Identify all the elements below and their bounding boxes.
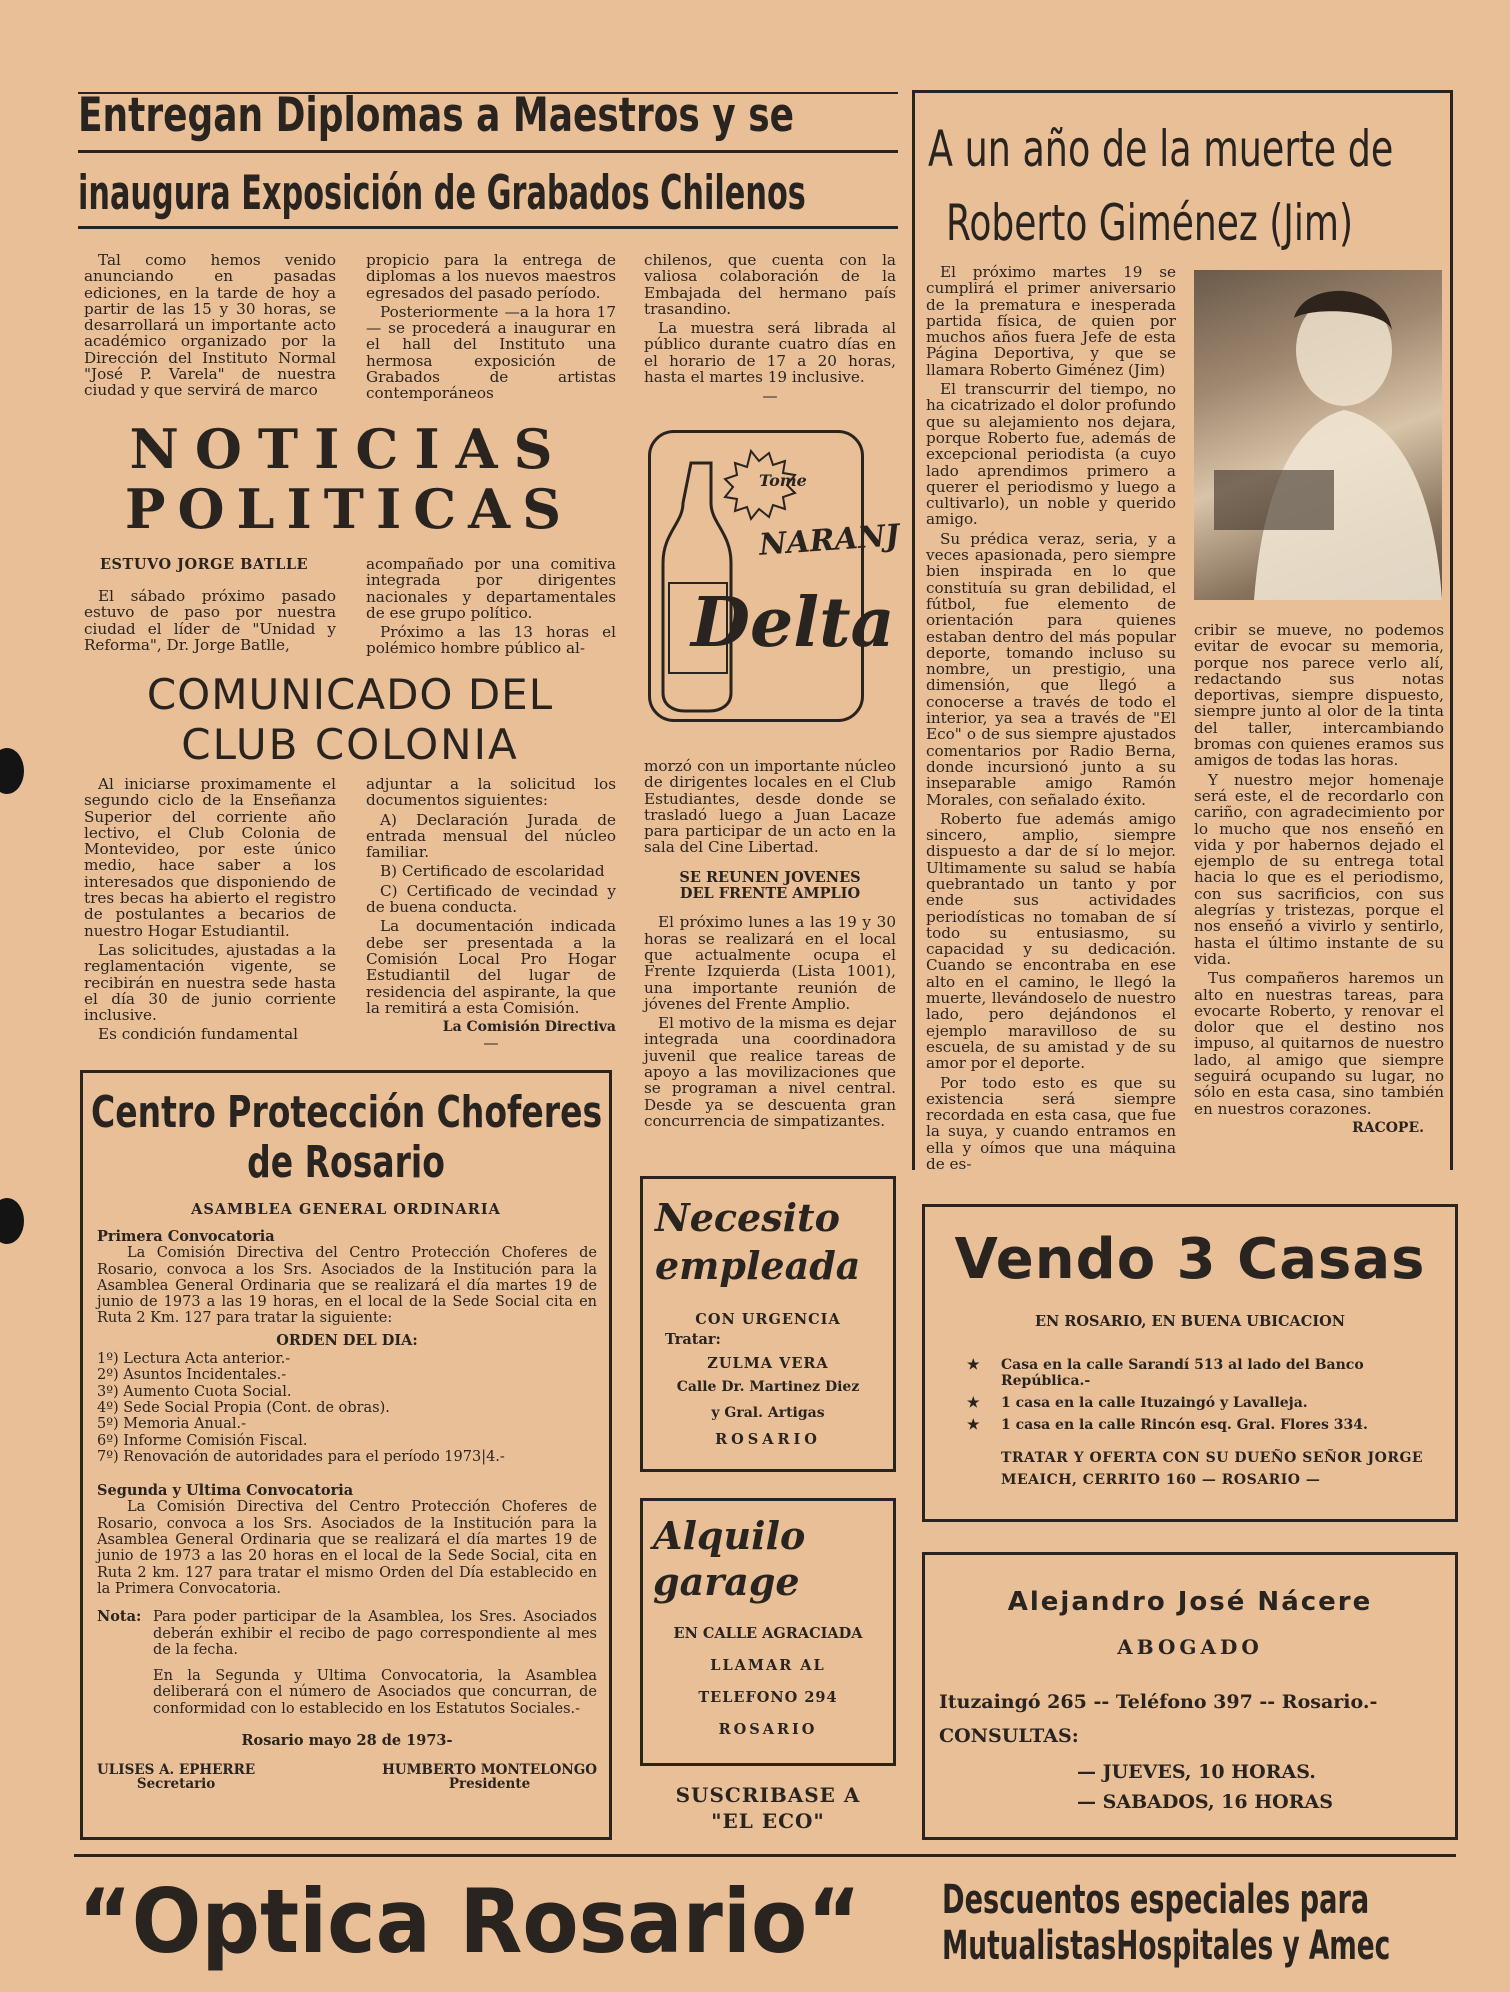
ad-text: y Gral. Artigas — [711, 1405, 825, 1421]
paragraph: El próximo lunes a las 19 y 30 horas se realizará en el local que actualmente ocupa el Frente Izquierda (Lista 1001), una importante reunión de jóvenes del Frente Amplio. — [644, 913, 896, 1013]
ad-footer: TRATAR Y OFERTA CON SU DUEÑO SEÑOR JORGE MEAICH, CERRITO 160 — ROSARIO — — [1001, 1450, 1424, 1488]
paragraph: morzó con un importante núcleo de dirigentes locales en el Club Estudiantes, desde donde se trasladó luego a Juan Lacaze para participar de un acto en la sala del Cine Libertad. — [644, 757, 896, 857]
comunicado-col-1 — [84, 776, 336, 1046]
paragraph: Es condición fundamental — [98, 1025, 298, 1044]
optica-tagline-1: Descuentos especiales para — [942, 1877, 1370, 1923]
choferes-body — [97, 1229, 597, 1791]
ad-text: ROSARIO — [715, 1431, 821, 1448]
signature: La Comisión Directiva — [442, 1019, 616, 1036]
jim-col-2 — [1194, 622, 1444, 1136]
paragraph: La Comisión Directiva del Centro Protección Choferes de Rosario, convoca a los Srs. Asociados de la Institución para la Asamblea General Ordinaria que se realizará el día martes 19 de junio de 1973 a las 19 horas, en el local de la Sede Social cita en Ruta 2 Km. 127 para tratar la siguiente: — [97, 1245, 597, 1327]
list-item: 2º) Asuntos Incidentales.- — [97, 1367, 287, 1384]
ad-text: CON URGENCIA — [695, 1311, 841, 1328]
delta-ad — [648, 430, 901, 722]
lawyer-role: ABOGADO — [1117, 1635, 1263, 1659]
paragraph: acompañado por una comitiva integrada por dirigentes nacionales y departamentales de ese grupo político. — [366, 555, 616, 622]
choferes-notice — [80, 1070, 612, 1840]
headline-diplomas-1: Entregan Diplomas a Maestros y se — [78, 88, 795, 143]
rule — [912, 90, 1452, 93]
signature: RACOPE. — [1352, 1119, 1424, 1136]
jim-title-2: Roberto Giménez (Jim) — [946, 194, 1354, 252]
paragraph: Próximo a las 13 horas el polémico hombre público al- — [366, 623, 616, 658]
rule — [78, 150, 898, 153]
lawyer-name: Alejandro José Nácere — [1007, 1587, 1373, 1617]
paragraph: Tal como hemos venido anunciando en pasadas ediciones, en la tarde de hoy a partir de las 15 y 30 horas, se desarrollará un importante acto académico organizado por la Dirección del Instituto Normal "José P. Varela" de nuestra ciudad y que servirá de marco — [84, 251, 336, 400]
star-icon: ★ — [967, 1395, 980, 1411]
rule — [78, 226, 898, 229]
list-item: 4º) Sede Social Propia (Cont. de obras). — [97, 1399, 390, 1416]
paragraph: La muestra será librada al público durante cuatro días en el horario de 17 a 20 horas, hasta el martes 19 inclusive. — [644, 319, 896, 387]
noticias-subhead: ESTUVO JORGE BATLLE — [100, 556, 309, 573]
star-icon: ★ — [967, 1417, 980, 1433]
heading: Primera Convocatoria — [97, 1228, 275, 1245]
choferes-subtitle: ASAMBLEA GENERAL ORDINARIA — [191, 1201, 501, 1218]
star-icon: ★ — [967, 1357, 980, 1373]
noticias-title-1: NOTICIAS — [129, 417, 569, 481]
consultas-label: CONSULTAS: — [939, 1725, 1079, 1747]
comunicado-col-2 — [366, 776, 616, 1052]
paragraph: adjuntar a la solicitud los documentos siguientes: — [366, 775, 616, 810]
signature-name: ULISES A. EPHERRE — [97, 1762, 256, 1779]
paragraph: El motivo de la misma es dejar integrada una coordinadora juvenil que realice tareas de apoyo a las movilizaciones que se programan a nivel central. Desde ya se descuenta gran concurrencia de simpatizantes. — [644, 1014, 896, 1130]
casas-ad — [922, 1204, 1458, 1522]
ad-title: Alquilo — [653, 1513, 806, 1558]
ad-title: Necesito — [655, 1195, 840, 1240]
list-item: 7º) Renovación de autoridades para el período 1973|4.- — [97, 1448, 505, 1465]
ad-text: ZULMA VERA — [707, 1355, 829, 1372]
rule — [1450, 90, 1453, 1170]
paragraph: Roberto fue además amigo sincero, amplio, siempre dispuesto a dar de sí lo mejor. Ultimamente su salud se había quebrantado un tanto y por ende sus actividades periodísticas no tomaban de sí todo su entusiasmo, su capacidad y su dedicación. Cuando se encontraba en ese alto en el camino, le llegó la muerte, llevándoselo de nuestro lado, pero dejándonos el ejemplo maravilloso de su escuela, de su amistad y de su amor por el deporte. — [926, 809, 1176, 1073]
signature-name: HUMBERTO MONTELONGO — [382, 1762, 597, 1779]
rule — [74, 1854, 1456, 1857]
end-mark: — — [762, 387, 778, 406]
choferes-title-1: Centro Protección Choferes — [91, 1087, 603, 1138]
list-item: 6º) Informe Comisión Fiscal. — [97, 1432, 308, 1449]
jim-col-1 — [926, 264, 1176, 1175]
ad-text: EN CALLE AGRACIADA — [673, 1625, 863, 1642]
date: Rosario mayo 28 de 1973- — [241, 1732, 453, 1750]
abogado-ad — [922, 1552, 1458, 1840]
heading: ORDEN DEL DIA: — [276, 1331, 418, 1349]
paragraph: Por todo esto es que su existencia será siempre recordada en esta casa, que fue la suya, y cuando entramos en ella y oímos que una máquina de es- — [926, 1073, 1176, 1174]
optica-title: “Optica Rosario“ — [78, 1870, 861, 1973]
bottle-icon — [651, 433, 861, 719]
paragraph: La documentación indicada debe ser presentada a la Comisión Local Pro Hogar Estudiantil del lugar de residencia del aspirante, la que la remitirá a esta Comisión. — [366, 917, 616, 1017]
list-item: 3º) Aumento Cuota Social. — [97, 1383, 292, 1400]
rule — [912, 90, 915, 1170]
comunicado-title-1: COMUNICADO DEL — [146, 670, 554, 719]
paragraph: Las solicitudes, ajustadas a la reglamentación vigente, se recibirán en nuestra sede hasta el día 30 de junio corriente inclusive. — [84, 940, 336, 1025]
optica-tagline-2: MutualistasHospitales y Amec — [942, 1923, 1391, 1969]
paragraph: Y nuestro mejor homenaje será este, el de recordarlo con cariño, con agradecimiento por lo mucho que nos enseñó en vida y por habernos dejado el ejemplo de su entrega total hacia lo que es el periodismo, con sus sacrificios, con sus alegrías y tristezas, porque el nos enseñó a vivirlo y sentirlo, hasta el último instante de su vida. — [1194, 770, 1444, 968]
jim-title-1: A un año de la muerte de — [928, 120, 1394, 178]
comunicado-title-2: CLUB COLONIA — [181, 720, 519, 769]
end-mark: — — [483, 1034, 499, 1053]
paragraph: cribir se mueve, no podemos evitar de evocar su memoria, porque nos parece verlo alí, redactando sus notas deportivas, siempre dispuesto, siempre junto al olor de la tinta del taller, intercambiando bromas con quienes eramos sus amigos de todas las horas. — [1194, 621, 1444, 770]
garage-ad — [640, 1498, 896, 1766]
noticias-title-2: POLITICAS — [124, 477, 574, 541]
list-item: C) Certificado de vecindad y de buena conducta. — [366, 881, 616, 917]
paragraph: El sábado próximo pasado estuvo de paso por nuestra ciudad el líder de "Unidad y Reforma", Dr. Jorge Batlle, — [84, 587, 336, 654]
portrait-photo-icon — [1194, 270, 1442, 600]
list-item: 5º) Memoria Anual.- — [97, 1416, 246, 1433]
ad-text: Tome — [759, 471, 807, 490]
noticias-col-1 — [84, 588, 336, 656]
paragraph: Su prédica veraz, seria, y a veces apasionada, pero siempre bien inspirada en lo que constituía su gran debilidad, el fútbol, fue elemento de orientación para quienes estaban dentro del más popular deporte, tomando incluso su nombre, un prestigio, una dimensión, que llegó a conocerse a través de todo el interior, ya sea a través de "El Eco" o de sus siempre ajustados comentarios por Radio Berna, donde incursionó junto a su inseparable amigo Ramón Morales, con señalado éxito. — [926, 529, 1176, 809]
ad-title: empleada — [655, 1243, 861, 1288]
ad-brand: Delta — [691, 583, 895, 663]
binder-hole — [0, 748, 24, 794]
paragraph: El próximo martes 19 se cumplirá el primer aniversario de la prematura e inesperada partida física, de quien por muchos años fuera Jefe de esta Página Deportiva, y que se llamara Roberto Giménez (Jim) — [926, 263, 1176, 379]
noticias-col-2 — [366, 556, 616, 660]
ad-text: ROSARIO — [718, 1721, 818, 1738]
ad-text: NARANJ — [757, 518, 901, 563]
ad-subtitle: EN ROSARIO, EN BUENA UBICACION — [1034, 1313, 1345, 1330]
suscribase-line: SUSCRIBASE A — [675, 1783, 861, 1807]
portrait-photo — [1194, 270, 1442, 600]
paragraph: En la Segunda y Ultima Convocatoria, la Asamblea deliberará con el número de Asociados que concurran, de conformidad con lo establecido en los Estatutos Sociales.- — [153, 1668, 597, 1717]
suscribase-notice — [640, 1782, 896, 1834]
list-item: Casa en la calle Sarandí 513 al lado del Banco República.- — [1001, 1357, 1364, 1389]
label: Nota: — [97, 1608, 142, 1626]
headline-diplomas-2: inaugura Exposición de Grabados Chilenos — [78, 166, 806, 221]
list-item: 1º) Lectura Acta anterior.- — [97, 1351, 291, 1368]
list-item: 1 casa en la calle Ituzaingó y Lavalleja. — [1001, 1395, 1308, 1411]
consultas-item: — JUEVES, 10 HORAS. — [1077, 1761, 1316, 1783]
list-item: 1 casa en la calle Rincón esq. Gral. Flores 334. — [1001, 1417, 1368, 1433]
ad-text: Calle Dr. Martinez Diez — [676, 1379, 860, 1395]
choferes-title-2: de Rosario — [247, 1137, 445, 1188]
diplomas-col-3 — [644, 252, 896, 405]
list-item: B) Certificado de escolaridad — [380, 862, 605, 881]
paragraph: Para poder participar de la Asamblea, los Sres. Asociados deberán exhibir el recibo de pago correspondiente al mes de la fecha. — [153, 1609, 597, 1658]
list-item: A) Declaración Jurada de entrada mensual del núcleo familiar. — [366, 810, 616, 862]
heading: Segunda y Ultima Convocatoria — [97, 1482, 354, 1500]
casas-list — [967, 1357, 1441, 1433]
suscribase-line: "EL ECO" — [711, 1809, 825, 1833]
ad-title: garage — [653, 1559, 800, 1604]
subhead: SE REUNEN JOVENES — [679, 868, 861, 886]
paragraph: propicio para la entrega de diplomas a los nuevos maestros egresados del pasado período. — [366, 251, 616, 302]
subhead: DEL FRENTE AMPLIO — [679, 885, 861, 903]
ad-text: TELEFONO 294 — [698, 1689, 838, 1706]
ad-text: Tratar: — [665, 1331, 721, 1348]
paragraph: El transcurrir del tiempo, no ha cicatrizado el dolor profundo que su alejamiento nos dejara, porque Roberto fue, además de excepcional periodista (a cuyo lado aprendimos primero a querer el periodismo y luego a cultivarlo), un noble y querido amigo. — [926, 380, 1176, 529]
lawyer-address: Ituzaingó 265 -- Teléfono 397 -- Rosario.- — [939, 1691, 1378, 1713]
diplomas-col-1 — [84, 252, 336, 402]
signature-role: Presidente — [448, 1776, 531, 1793]
consultas-item: — SABADOS, 16 HORAS — [1077, 1791, 1333, 1813]
paragraph: Al iniciarse proximamente el segundo ciclo de la Enseñanza Superior del corriente año lectivo, el Club Colonia de Montevideo, por este único medio, hace saber a los interesados que disponiendo de tres becas ha abierto el registro de postulantes a becarios de nuestro Hogar Estudiantil. — [84, 775, 336, 940]
empleada-ad — [640, 1176, 896, 1472]
paragraph: chilenos, que cuenta con la valiosa colaboración de la Embajada del hermano país trasandino. — [644, 251, 896, 318]
ad-title: Vendo 3 Casas — [954, 1227, 1426, 1292]
diplomas-col-2 — [366, 252, 616, 405]
signature-role: Secretario — [136, 1776, 216, 1793]
paragraph: Tus compañeros haremos un alto en nuestras tareas, para evocarte Roberto, y renovar el dolor que el destino nos impuso, al quitarnos de nuestro lado, al amigo que siempre seguirá ocupando su lugar, no sólo en esta casa, sino también en nuestros corazones. — [1194, 969, 1444, 1118]
ad-text: LLAMAR AL — [710, 1657, 826, 1674]
noticias-col-3 — [644, 758, 896, 1132]
paragraph: Posteriormente —a la hora 17— se procederá a inaugurar en el hall del Instituto una hermosa exposición de Grabados de artistas contemporáneos — [366, 302, 616, 403]
paragraph: La Comisión Directiva del Centro Protección Choferes de Rosario, convoca a los Srs. Asociados de la Institución para la Asamblea General Ordinaria que se realizará el día martes 19 de junio de 1973 a las 20 horas en el local de la Sede Social, cita en Ruta 2 km. 127 para tratar el mismo Orden del Día establecido en la Primera Convocatoria. — [97, 1499, 597, 1597]
binder-hole — [0, 1198, 24, 1244]
